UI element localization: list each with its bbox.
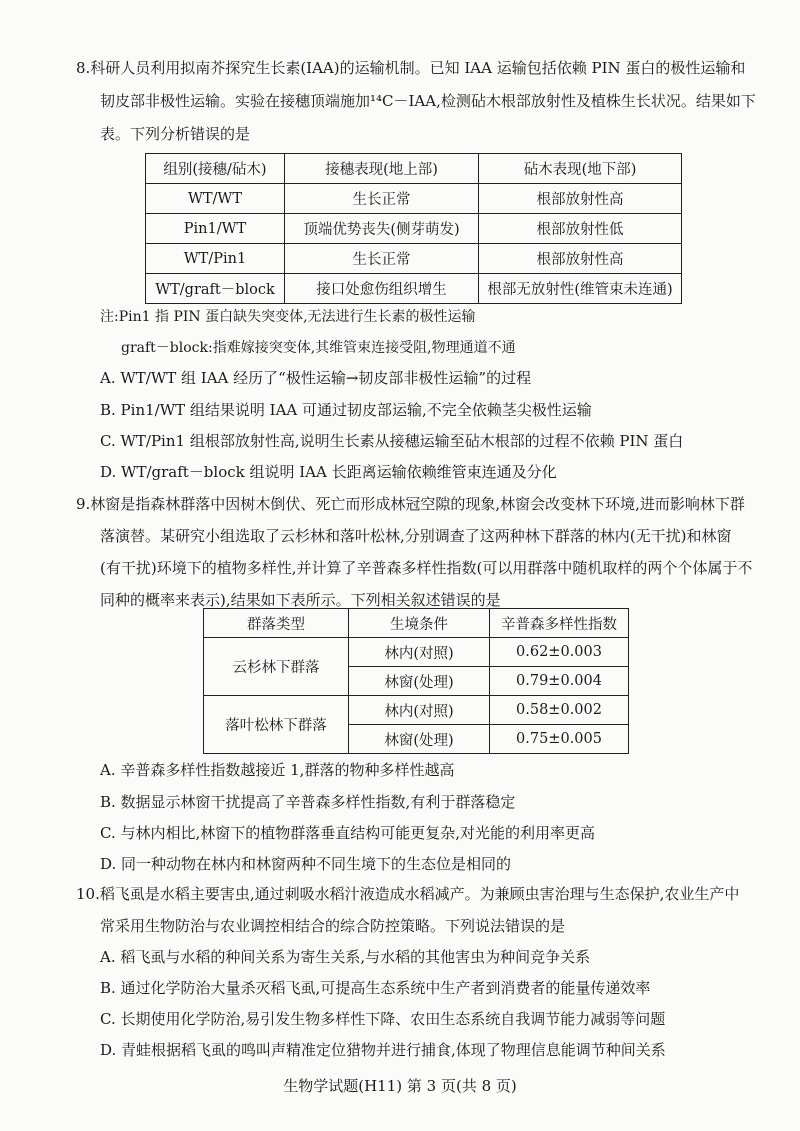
table-cell: 根部放射性高 [479, 244, 682, 274]
table-cell: 0.75±0.005 [490, 725, 629, 754]
table-cell: 根部放射性高 [479, 184, 682, 214]
table-header-cell: 组别(接穗/砧木) [146, 154, 285, 184]
table-cell: 林窗(处理) [349, 725, 490, 754]
table-cell: WT/Pin1 [146, 244, 285, 274]
q10-option-d: D. 青蛙根据稻飞虱的鸣叫声精准定位猎物并进行捕食,体现了物理信息能调节种间关系 [100, 1041, 666, 1059]
q10-stem-line-2: 常采用生物防治与农业调控相结合的综合防控策略。下列说法错误的是 [100, 917, 566, 935]
table-cell: 根部无放射性(维管束未连通) [479, 274, 682, 304]
table-cell: 根部放射性低 [479, 214, 682, 244]
q8-stem-line-1: 8.科研人员利用拟南芥探究生长素(IAA)的运输机制。已知 IAA 运输包括依赖 PIN 蛋白的极性运输和 [76, 59, 746, 77]
q9-diversity-table [203, 608, 629, 754]
table-header-cell: 群落类型 [204, 609, 349, 638]
q9-stem-line-2: 落演替。某研究小组选取了云杉林和落叶松林,分别调查了这两种林下群落的林内(无干扰)和林窗 [100, 527, 732, 545]
q8-option-d: D. WT/graft－block 组说明 IAA 长距离运输依赖维管束连通及分化 [100, 463, 557, 481]
table-header-cell: 辛普森多样性指数 [490, 609, 629, 638]
q10-option-c: C. 长期使用化学防治,易引发生物多样性下降、农田生态系统自我调节能力减弱等问题 [100, 1010, 666, 1028]
q9-stem-line-3: (有干扰)环境下的植物多样性,并计算了辛普森多样性指数(可以用群落中随机取样的两个个体属于不 [100, 559, 753, 577]
q8-stem-line-2: 韧皮部非极性运输。实验在接穗顶端施加¹⁴C－IAA,检测砧木根部放射性及植株生长状况。结果如下 [100, 92, 756, 110]
table-row [204, 638, 629, 667]
q8-option-a: A. WT/WT 组 IAA 经历了“极性运输→韧皮部非极性运输”的过程 [100, 369, 532, 387]
table-header-row [146, 154, 682, 184]
table-cell: 林内(对照) [349, 638, 490, 667]
table-header-row [204, 609, 629, 638]
table-cell: 顶端优势丧失(侧芽萌发) [285, 214, 479, 244]
table-row [146, 184, 682, 214]
table-cell: 林内(对照) [349, 696, 490, 725]
table-cell: WT/WT [146, 184, 285, 214]
table-cell: 生长正常 [285, 244, 479, 274]
q9-option-b: B. 数据显示林窗干扰提高了辛普森多样性指数,有利于群落稳定 [100, 793, 516, 811]
q10-option-a: A. 稻飞虱与水稻的种间关系为寄生关系,与水稻的其他害虫为种间竞争关系 [100, 948, 591, 966]
q8-results-table [145, 153, 682, 304]
q9-option-c: C. 与林内相比,林窗下的植物群落垂直结构可能更复杂,对光能的利用率更高 [100, 824, 596, 842]
table-cell: 0.58±0.002 [490, 696, 629, 725]
q8-stem-line-3: 表。下列分析错误的是 [100, 125, 251, 143]
table-header-cell: 接穗表现(地上部) [285, 154, 479, 184]
table-cell: 接口处愈伤组织增生 [285, 274, 479, 304]
q10-option-b: B. 通过化学防治大量杀灭稻飞虱,可提高生态系统中生产者到消费者的能量传递效率 [100, 979, 651, 997]
table-header-cell: 生境条件 [349, 609, 490, 638]
table-cell: Pin1/WT [146, 214, 285, 244]
table-cell: 0.79±0.004 [490, 667, 629, 696]
table-row [204, 696, 629, 725]
table-header-cell: 砧木表现(地下部) [479, 154, 682, 184]
table-cell: 林窗(处理) [349, 667, 490, 696]
q8-option-b: B. Pin1/WT 组结果说明 IAA 可通过韧皮部运输,不完全依赖茎尖极性运输 [100, 401, 592, 419]
table-row [146, 244, 682, 274]
q9-option-a: A. 辛普森多样性指数越接近 1,群落的物种多样性越高 [100, 761, 455, 779]
q10-stem-line-1: 10.稻飞虱是水稻主要害虫,通过刺吸水稻汁液造成水稻减产。为兼顾虫害治理与生态保护,农业生产中 [76, 885, 740, 903]
table-row [146, 214, 682, 244]
table-group-cell: 云杉林下群落 [204, 638, 349, 696]
q9-option-d: D. 同一种动物在林内和林窗两种不同生境下的生态位是相同的 [100, 855, 512, 873]
q9-stem-line-1: 9.林窗是指森林群落中因树木倒伏、死亡而形成林冠空隙的现象,林窗会改变林下环境,进而影响林下群 [76, 495, 745, 513]
q8-option-c: C. WT/Pin1 组根部放射性高,说明生长素从接穗运输至砧木根部的过程不依赖 PIN 蛋白 [100, 432, 684, 450]
page-footer: 生物学试题(H11) 第 3 页(共 8 页) [283, 1077, 517, 1095]
q9-stem-line-4: 同种的概率来表示),结果如下表所示。下列相关叙述错误的是 [100, 591, 501, 609]
table-cell: WT/graft－block [146, 274, 285, 304]
table-cell: 生长正常 [285, 184, 479, 214]
table-group-cell: 落叶松林下群落 [204, 696, 349, 754]
table-row [146, 274, 682, 304]
q8-note-2: graft－block:指难嫁接突变体,其维管束连接受阻,物理通道不通 [121, 340, 516, 356]
table-cell: 0.62±0.003 [490, 638, 629, 667]
q8-note-1: 注:Pin1 指 PIN 蛋白缺失突变体,无法进行生长素的极性运输 [100, 309, 476, 325]
